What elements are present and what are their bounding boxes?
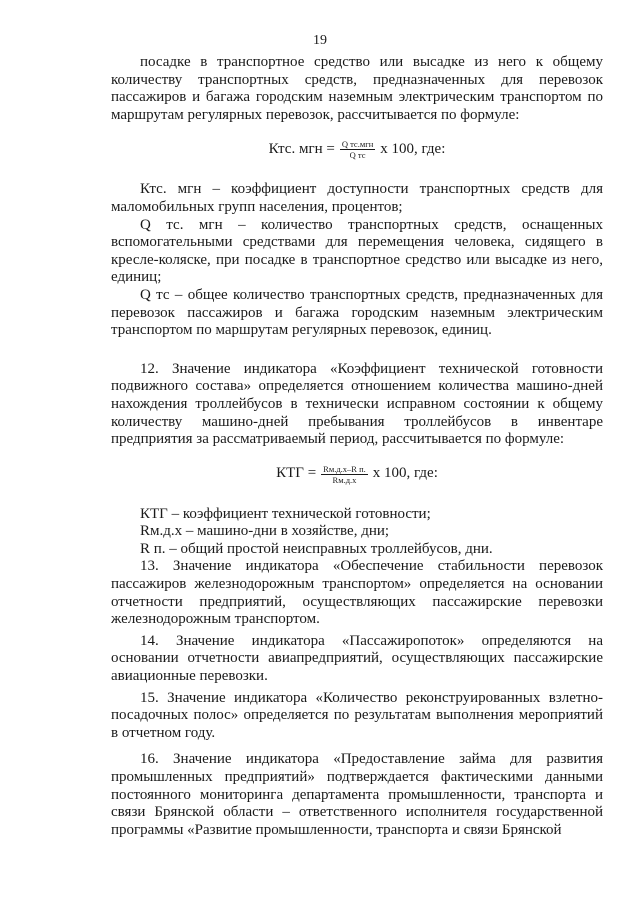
formula-ktc-mgn bbox=[111, 139, 603, 160]
item-13-paragraph: 13. Значение индикатора «Обеспечение стабильности перевозок пассажиров железнодорожным транспортом» определяется на основании отчетности предприятий, осуществляющих пассажирские перевозки железнодорожным транспортом. bbox=[111, 558, 603, 628]
definition-rp: R п. – общий простой неисправных троллейбусов, дни. bbox=[140, 540, 493, 557]
formula-rhs: х 100, где: bbox=[372, 465, 438, 482]
definition-ktc-mgn: Ктс. мгн – коэффициент доступности транспортных средств для маломобильных групп населения, процентов; bbox=[111, 181, 603, 215]
intro-paragraph: посадке в транспортное средство или высадке из него к общему количеству транспортных средств, предназначенных для перевозок пассажиров и багажа городским наземным электрическим транспортом по маршрутам регулярных перевозок, рассчитывается по формуле: bbox=[111, 54, 603, 123]
page-number: 19 bbox=[313, 33, 327, 48]
formula-ktg bbox=[111, 464, 603, 485]
item-15-paragraph: 15. Значение индикатора «Количество реконструированных взлетно-посадочных полос» определяется по результатам выполнения мероприятий в отчетном году. bbox=[111, 689, 603, 741]
formula-numerator: Q тс.мгн bbox=[341, 139, 374, 150]
item-14-paragraph: 14. Значение индикатора «Пассажиропоток» определяются на основании отчетности авиапредприятий, осуществляющих пассажирские авиационные перевозки. bbox=[111, 632, 603, 685]
formula-rhs: х 100, где: bbox=[380, 141, 446, 158]
definition-q-tc: Q тс – общее количество транспортных средств, предназначенных для перевозок пассажиров и багажа городским наземным электрическим транспортом по маршрутам регулярных перевозок, единиц. bbox=[111, 286, 603, 339]
item-12-paragraph: 12. Значение индикатора «Коэффициент технической готовности подвижного состава» определяется отношением количества машино-дней нахождения троллейбусов в технически исправном состоянии к общему количеству машино-дней пребывания троллейбусов в инвентаре предприятия за рассматриваемый период, рассчитывается по формуле: bbox=[111, 360, 603, 448]
formula-lhs: Ктс. мгн = bbox=[268, 141, 335, 158]
definition-ktg: КТГ – коэффициент технической готовности; bbox=[140, 505, 431, 522]
formula-fraction bbox=[321, 464, 368, 485]
formula-numerator: Rм.д.х–R п. bbox=[323, 463, 366, 474]
formula-fraction bbox=[340, 139, 375, 160]
formula-lhs: КТГ = bbox=[276, 465, 317, 482]
definition-q-tc-mgn: Q тс. мгн – количество транспортных средств, оснащенных вспомогательными средствами для перемещения человека, сидящего в кресле-коляске, при посадке в транспортное средство или высадке из него, единиц; bbox=[111, 216, 603, 286]
item-16-paragraph: 16. Значение индикатора «Предоставление займа для развития промышленных предприятий» подтверждается фактическими данными постоянного мониторинга департамента промышленности, транспорта и связи Брянской области – ответственного исполнителя государственной программы «Развитие промышленности, транспорта и связи Брянской bbox=[111, 751, 603, 838]
definition-rmdx: Rм.д.х – машино-дни в хозяйстве, дни; bbox=[140, 523, 390, 540]
formula-denominator: Q тс bbox=[349, 150, 366, 161]
formula-denominator: Rм.д.х bbox=[332, 474, 357, 485]
document-body bbox=[111, 54, 603, 839]
